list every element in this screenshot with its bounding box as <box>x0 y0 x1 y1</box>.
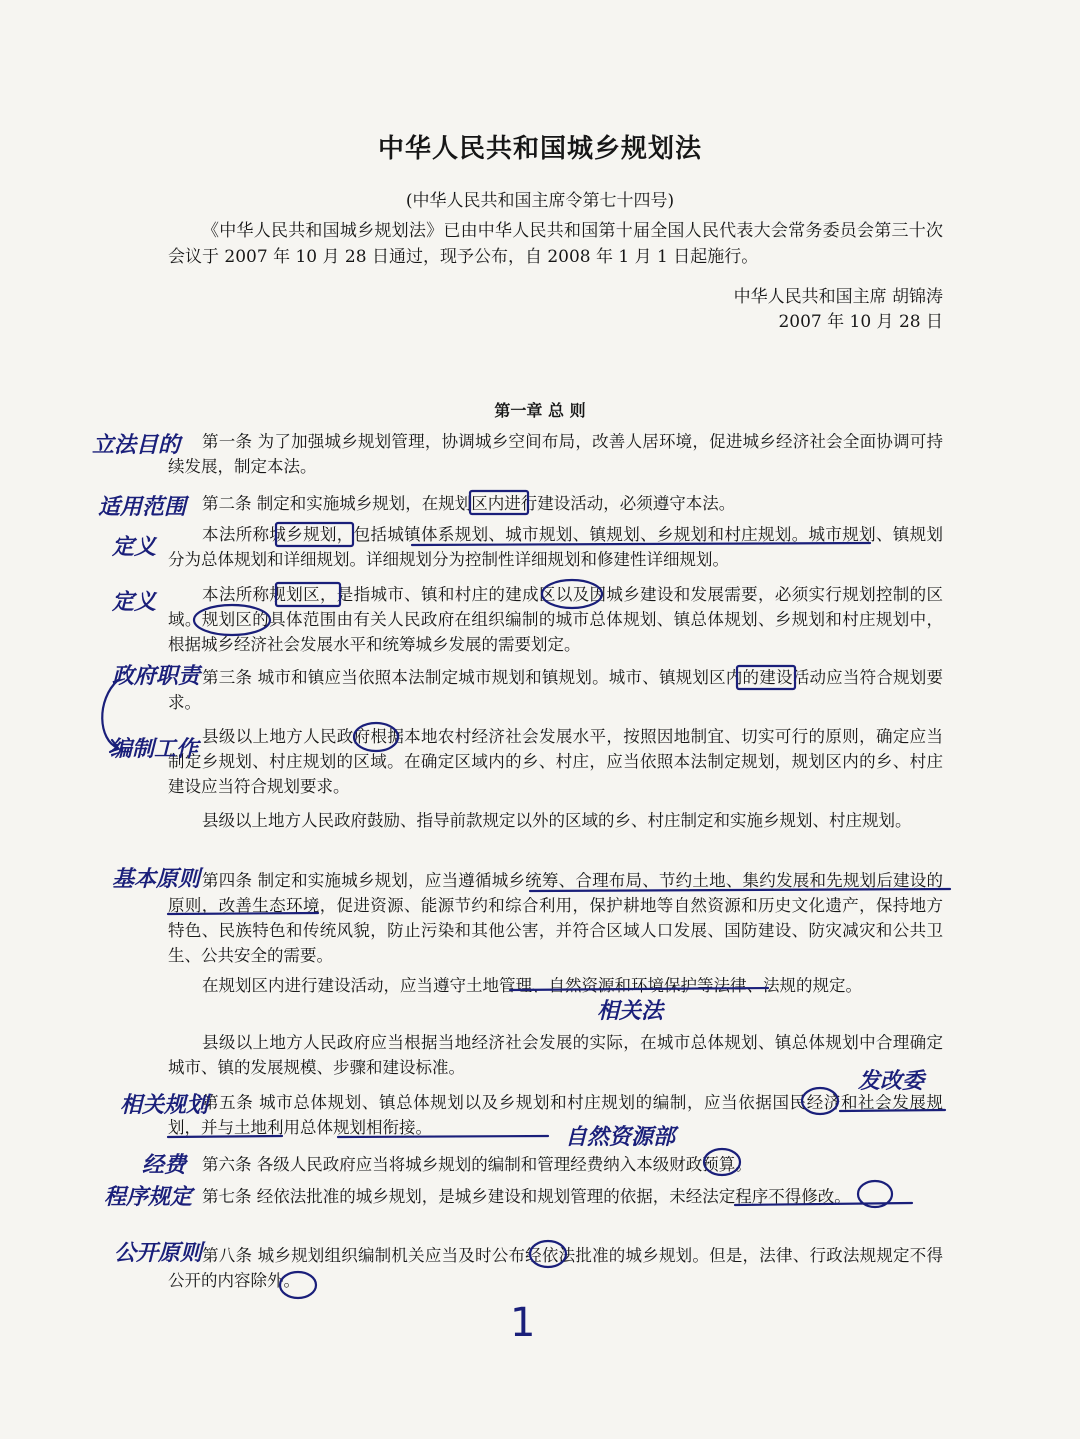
article-5: 第五条 城市总体规划、镇总体规划以及乡规划和村庄规划的编制，应当依据国民经济和社会发展规划，并与土地利用总体规划相衔接。 <box>168 1093 943 1137</box>
article-8: 第八条 城乡规划组织编制机关应当及时公布经依法批准的城乡规划。但是，法律、行政法规规定不得公开的内容除外。 <box>168 1246 943 1290</box>
article-7: 第七条 经依法批准的城乡规划，是城乡建设和规划管理的依据，未经法定程序不得修改。 <box>202 1187 851 1206</box>
signing-date: 2007 年 10 月 28 日 <box>778 312 943 332</box>
note-scope: 适用范围 <box>98 495 187 520</box>
definition-urban-rural-planning: 本法所称城乡规划，包括城镇体系规划、城市规划、镇规划、乡规划和村庄规划。城市规划、镇规划分为总体规划和详细规划。详细规划分为控制性详细规划和修建性详细规划。 <box>168 525 943 569</box>
note-public-principle: 公开原则 <box>114 1241 203 1266</box>
note-related-plans: 相关规划 <box>120 1093 209 1118</box>
note-government-duty: 政府职责 <box>112 664 201 689</box>
promulgation-text: 《中华人民共和国城乡规划法》已由中华人民共和国第十届全国人民代表大会常务委员会第三十次会议于 2007 年 10 月 28 日通过，现予公布，自 2008 年 1 月 1 日起施行。 <box>168 221 943 267</box>
article-4-para-3: 县级以上地方人民政府应当根据当地经济社会发展的实际，在城市总体规划、镇总体规划中合理确定城市、镇的发展规模、步骤和建设标准。 <box>168 1033 943 1077</box>
article-4: 第四条 制定和实施城乡规划，应当遵循城乡统筹、合理布局、节约土地、集约发展和先规划后建设的原则，改善生态环境，促进资源、能源节约和综合利用，保护耕地等自然资源和历史文化遗产，保持地方特色、民族特色和传统风貌，防止污染和其他公害，并符合区域人口发展、国防建设、防灾减灾和公共卫生、公共安全的需要。 <box>168 871 943 965</box>
article-1: 第一条 为了加强城乡规划管理，协调城乡空间布局，改善人居环境，促进城乡经济社会全面协调可持续发展，制定本法。 <box>168 432 943 476</box>
page-number: 1 <box>510 1300 536 1346</box>
article-2: 第二条 制定和实施城乡规划，在规划区内进行建设活动，必须遵守本法。 <box>202 494 736 513</box>
decree-number: (中华人民共和国主席令第七十四号) <box>405 191 675 211</box>
note-legislative-purpose: 立法目的 <box>92 433 181 458</box>
document-title: 中华人民共和国城乡规划法 <box>377 134 702 164</box>
signer: 中华人民共和国主席 胡锦涛 <box>733 287 943 307</box>
note-definition-2: 定义 <box>112 590 157 615</box>
article-6: 第六条 各级人民政府应当将城乡规划的编制和管理经费纳入本级财政预算。 <box>202 1155 752 1174</box>
note-ndrc: 发改委 <box>858 1069 925 1094</box>
article-3-para-2: 县级以上地方人民政府根据本地农村经济社会发展水平，按照因地制宜、切实可行的原则，确定应当制定乡规划、村庄规划的区域。在确定区域内的乡、村庄，应当依照本法制定规划，规划区内的乡、村庄建设应当符合规划要求。 <box>168 727 943 796</box>
note-related-laws: 相关法 <box>597 999 664 1024</box>
note-basic-principles: 基本原则 <box>112 867 201 892</box>
note-natural-resources: 自然资源部 <box>565 1125 676 1150</box>
note-definition-1: 定义 <box>112 535 157 560</box>
article-3: 第三条 城市和镇应当依照本法制定城市规划和镇规划。城市、镇规划区内的建设活动应当符合规划要求。 <box>168 668 943 712</box>
definition-planning-area: 本法所称规划区，是指城市、镇和村庄的建成区以及因城乡建设和发展需要，必须实行规划控制的区域。规划区的具体范围由有关人民政府在组织编制的城市总体规划、镇总体规划、乡规划和村庄规划中，根据城乡经济社会发展水平和统筹城乡发展的需要划定。 <box>168 585 943 654</box>
article-3-para-3: 县级以上地方人民政府鼓励、指导前款规定以外的区域的乡、村庄制定和实施乡规划、村庄规划。 <box>202 811 912 830</box>
chapter-title: 第一章 总 则 <box>494 401 586 420</box>
note-procedure: 程序规定 <box>104 1185 193 1210</box>
article-4-para-2: 在规划区内进行建设活动，应当遵守土地管理、自然资源和环境保护等法律、法规的规定。 <box>202 976 862 995</box>
note-funding: 经费 <box>142 1153 187 1178</box>
note-compilation: 编制工作 <box>110 737 199 762</box>
